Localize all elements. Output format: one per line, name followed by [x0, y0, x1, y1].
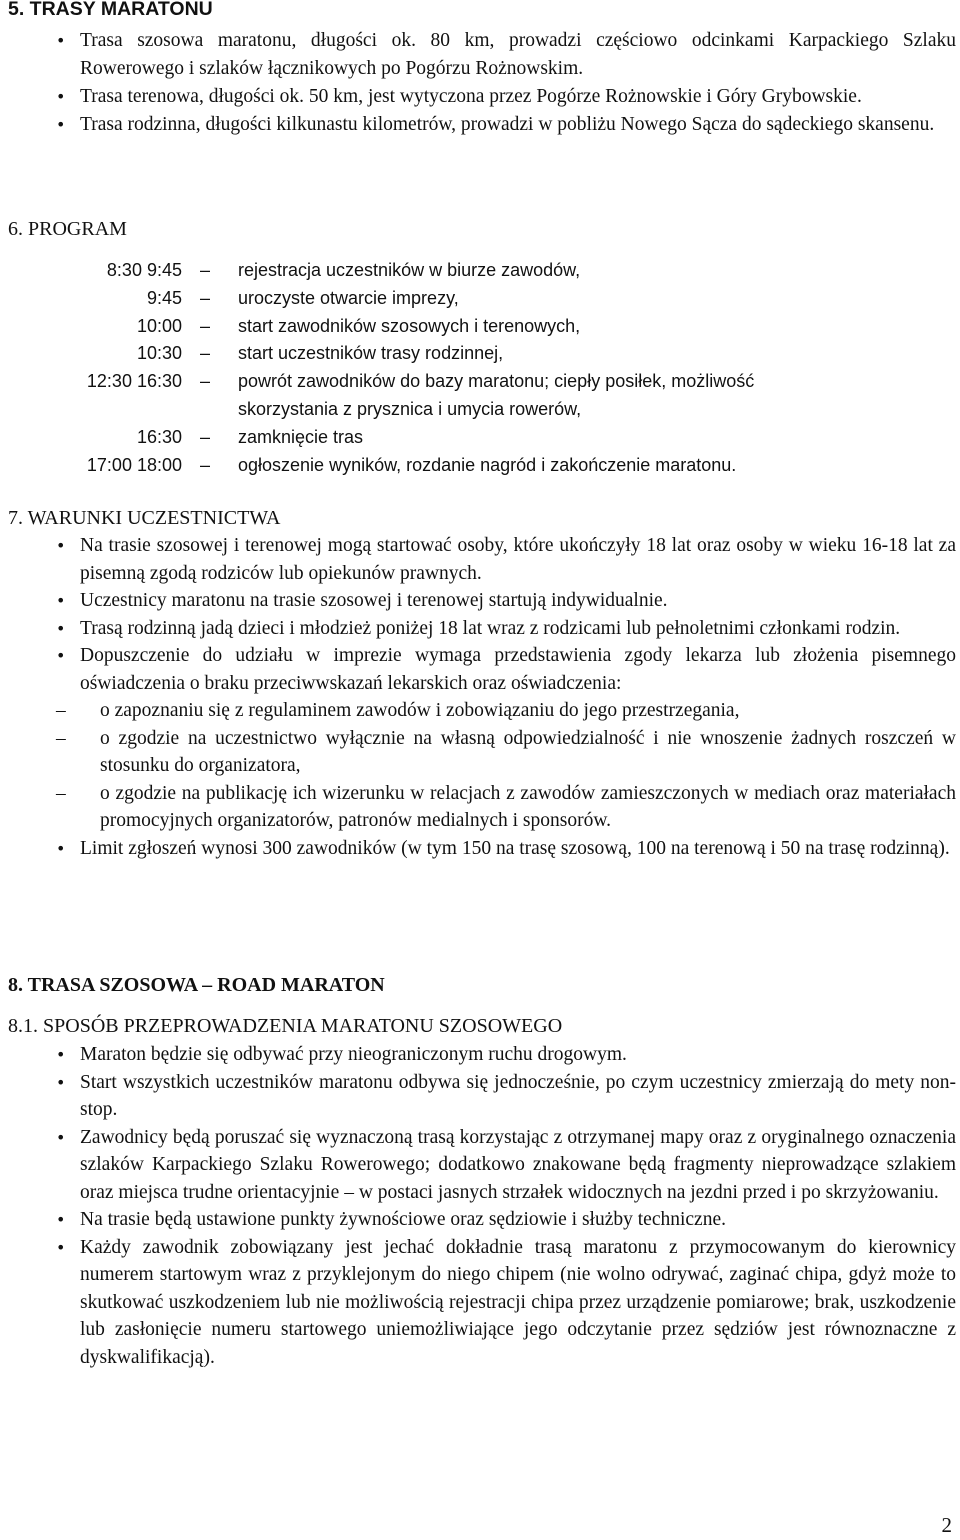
schedule-row [8, 424, 908, 452]
list-item [56, 642, 956, 835]
consent-item: – o zapoznaniu się z regulaminem zawodów i zobowiązaniu do jego przestrzegania, [80, 697, 956, 725]
schedule-row [8, 313, 908, 341]
program-schedule [8, 257, 908, 479]
schedule-dash: – [200, 454, 211, 475]
list-item: • Zawodnicy będą poruszać się wyznaczoną trasą korzystając z otrzymanej mapy oraz z oryginalnego oznaczenia szlaków Karpackiego Szlaku Rowerowego; dodatkowo znakowane będą fragmenty nieprowadzące szlakiem oraz miejsca trudne orientacyjnie – w postaci jasnych strzałek widocznych na jezdni przed i po skrzyżowaniu. [56, 1124, 956, 1207]
section-5-heading: 5. TRASY MARATONU [8, 0, 213, 20]
list-item: • Maraton będzie się odbywać przy nieograniczonym ruchu drogowym. [56, 1041, 956, 1069]
section-7-list [56, 532, 956, 862]
schedule-dash: – [200, 260, 211, 280]
schedule-desc: start zawodników szosowych i terenowych, [238, 315, 581, 336]
list-item: • Start wszystkich uczestników maratonu odbywa się jednocześnie, po czym uczestnicy zmierzają do mety non-stop. [56, 1069, 956, 1124]
list-item: • Każdy zawodnik zobowiązany jest jechać dokładnie trasą maratonu z przymocowanym do kierownicy numerem startowym wraz z przyklejonym do niego chipem (nie wolno odrywać, zaginać chipa, gdyż może to skutkować uszkodzeniem lub nie możliwością rejestracji chipa przez urządzenie pomiarowe; brak, uszkodzenie lub zasłonięcie numeru startowego uniemożliwiające jego odczytanie przez sędziów jest równoznaczne z dyskwalifikacją). [56, 1234, 956, 1372]
section-8-1-heading: 8.1. SPOSÓB PRZEPROWADZENIA MARATONU SZOSOWEGO [8, 1015, 563, 1037]
schedule-desc: zamknięcie tras [238, 426, 364, 447]
schedule-desc: rejestracja uczestników w biurze zawodów, [238, 260, 581, 280]
consent-item: – o zgodzie na uczestnictwo wyłącznie na własną odpowiedzialność i nie wnoszenie żadnych roszczeń w stosunku do organizatora, [80, 725, 956, 780]
schedule-dash: – [200, 371, 211, 392]
schedule-desc: powrót zawodników do bazy maratonu; ciepły posiłek, możliwość skorzystania z prysznica i umycia rowerów, [238, 371, 755, 419]
section-6-heading: 6. PROGRAM [8, 218, 127, 240]
schedule-row [8, 368, 908, 424]
schedule-desc: ogłoszenie wyników, rozdanie nagród i zakończenie maratonu. [238, 454, 737, 475]
consent-item: – o zgodzie na publikację ich wizerunku w relacjach z zawodów zamieszczonych w mediach oraz materiałach promocyjnych organizatorów, patronów medialnych i sponsorów. [80, 780, 956, 835]
schedule-dash: – [200, 343, 211, 364]
schedule-row [8, 340, 908, 368]
schedule-dash: – [200, 315, 211, 336]
consent-list [80, 697, 956, 835]
schedule-time: 8:30 9:45 [106, 260, 182, 280]
schedule-time: 10:30 [136, 343, 182, 364]
schedule-dash: – [200, 426, 211, 447]
list-item: • Na trasie będą ustawione punkty żywnościowe oraz sędziowie i służby techniczne. [56, 1206, 956, 1234]
schedule-dash: – [200, 287, 211, 308]
list-item: • Limit zgłoszeń wynosi 300 zawodników (w tym 150 na trasę szosową, 100 na terenową i 50 na trasę rodzinną). [56, 835, 956, 863]
section-8-list [56, 1041, 956, 1371]
schedule-time: 17:00 18:00 [86, 454, 182, 475]
section-5-list [56, 27, 956, 139]
list-item: • Trasą rodzinną jadą dzieci i młodzież poniżej 18 lat wraz z rodzicami lub pełnoletnimi członkami rodzin. [56, 615, 956, 643]
list-item: • Trasa szosowa maratonu, długości ok. 80 km, prowadzi częściowo odcinkami Karpackiego Szlaku Rowerowego i szlaków łącznikowych po Pogórzu Rożnowskim. [56, 27, 956, 83]
schedule-desc: start uczestników trasy rodzinnej, [238, 343, 504, 364]
schedule-row [8, 257, 908, 285]
schedule-time: 12:30 16:30 [86, 371, 182, 392]
schedule-row [8, 285, 908, 313]
schedule-row [8, 452, 908, 480]
schedule-desc: uroczyste otwarcie imprezy, [238, 287, 459, 308]
list-item: • Uczestnicy maratonu na trasie szosowej i terenowej startują indywidualnie. [56, 587, 956, 615]
consent-intro: Dopuszczenie do udziału w imprezie wymaga przedstawienia zgody lekarza lub złożenia pisemnego oświadczenia o braku przeciwwskazań lekarskich oraz oświadczenia: [80, 645, 956, 694]
schedule-time: 16:30 [136, 426, 182, 447]
list-item: • Trasa rodzinna, długości kilkunastu kilometrów, prowadzi w pobliżu Nowego Sącza do sądeckiego skansenu. [56, 111, 956, 139]
schedule-time: 9:45 [146, 287, 182, 308]
page-number: 2 [941, 1513, 952, 1537]
list-item: • Trasa terenowa, długości ok. 50 km, jest wytyczona przez Pogórze Rożnowskie i Góry Grybowskie. [56, 83, 956, 111]
section-8-heading: 8. TRASA SZOSOWA – ROAD MARATON [8, 974, 385, 996]
schedule-time: 10:00 [136, 315, 182, 336]
list-item: • Na trasie szosowej i terenowej mogą startować osoby, które ukończyły 18 lat oraz osoby w wieku 16-18 lat za pisemną zgodą rodziców lub opiekunów prawnych. [56, 532, 956, 587]
section-7-heading: 7. WARUNKI UCZESTNICTWA [8, 507, 281, 529]
